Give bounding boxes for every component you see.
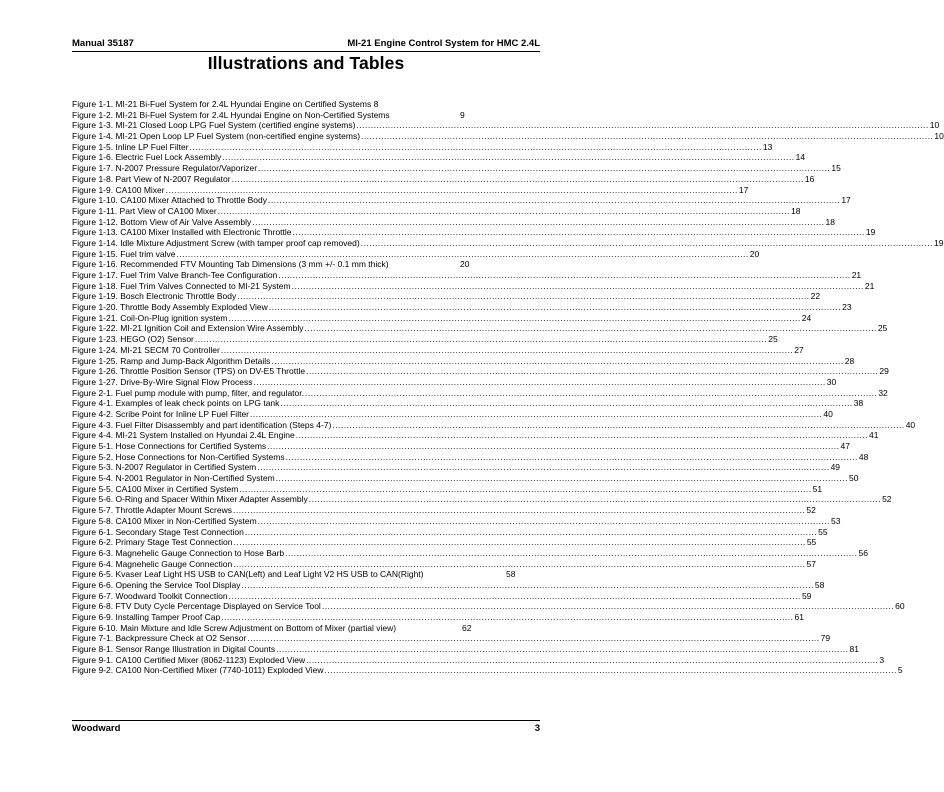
figure-caption: Figure 6-7. Woodward Toolkit Connection	[72, 590, 228, 601]
list-item[interactable]	[72, 654, 885, 666]
dot-leader: ........................................................................................................................................................................................................	[176, 248, 749, 259]
dot-leader: ........................................................................................................................................................................................................	[233, 537, 806, 548]
dot-leader: ........................................................................................................................................................................................................	[306, 654, 879, 665]
list-item[interactable]	[72, 131, 944, 142]
figure-caption: Figure 7-1. Backpressure Check at O2 Sensor	[72, 633, 247, 644]
figure-caption: Figure 1-13. CA100 Mixer Installed with Electronic Throttle	[72, 227, 292, 238]
figure-page-number: 20	[749, 248, 760, 259]
manual-title: MI-21 Engine Control System for HMC 2.4L	[347, 38, 540, 49]
dot-leader: ........................................................................................................................................................................................................	[304, 387, 878, 398]
dot-leader: ........................................................................................................................................................................................................	[217, 205, 791, 216]
list-item[interactable]	[72, 141, 773, 153]
figure-page-number: 21	[851, 270, 862, 280]
list-item[interactable]	[72, 579, 825, 591]
dot-leader: ........................................................................................................................................................................................................	[237, 291, 810, 302]
figure-page-number: 58	[506, 569, 516, 580]
figure-page-number: 81	[849, 644, 859, 655]
figure-page-number: 25	[877, 323, 888, 334]
list-item[interactable]	[72, 408, 833, 420]
list-item[interactable]	[72, 237, 944, 249]
list-item[interactable]	[72, 623, 542, 634]
figure-page-number: 40	[905, 419, 916, 430]
list-item[interactable]	[72, 419, 916, 431]
list-item[interactable]	[72, 334, 778, 345]
dot-leader: ........................................................................................................................................................................................................	[231, 173, 804, 184]
figure-caption: Figure 6-4. Magnehelic Gauge Connection	[72, 558, 233, 569]
dot-leader: ........................................................................................................................................................................................................	[194, 334, 768, 345]
dot-leader: ........................................................................................................................................................................................................	[258, 163, 831, 174]
list-item[interactable]	[72, 280, 875, 292]
dot-leader: ........................................................................................................................................................................................................	[356, 120, 929, 131]
figure-caption: Figure 4-3. Fuel Filter Disassembly and part identification (Steps 4-7)	[72, 419, 332, 430]
figure-caption: Figure 1-18. Fuel Trim Valves Connected to MI-21 System	[72, 280, 291, 291]
figure-page-number: 58	[814, 579, 825, 590]
dot-leader: ........................................................................................................................................................................................................	[304, 323, 877, 334]
figure-page-number: 18	[825, 216, 836, 227]
figure-page-number: 52	[806, 505, 816, 516]
figure-page-number: 61	[794, 612, 804, 622]
figure-page-number: 21	[864, 280, 875, 291]
figure-page-number: 8	[373, 99, 379, 109]
dot-leader: ........................................................................................................................................................................................................	[257, 515, 831, 526]
figure-page-number: 10	[934, 131, 944, 142]
figure-page-number: 41	[869, 430, 879, 441]
dot-leader: ........................................................................................................................................................................................................	[280, 398, 853, 409]
figure-page-number: 22	[810, 291, 821, 302]
list-item[interactable]	[72, 99, 542, 110]
figure-page-number: 16	[804, 173, 815, 184]
figure-caption: Figure 6-10. Main Mixture and Idle Screw Adjustment on Bottom of Mixer (partial view)	[72, 622, 397, 633]
list-item[interactable]	[72, 152, 806, 163]
figure-page-number: 30	[826, 376, 837, 387]
figure-caption: Figure 1-15. Fuel trim valve	[72, 248, 176, 259]
figure-caption: Figure 5-1. Hose Connections for Certified Systems	[72, 441, 267, 451]
dot-leader: ........................................................................................................................................................................................................	[250, 408, 823, 419]
figure-caption: Figure 1-21. Coil-On-Plug ignition system	[72, 312, 228, 323]
dot-leader: ........................................................................................................................................................................................................	[268, 302, 842, 313]
list-item[interactable]	[72, 387, 888, 399]
list-item[interactable]	[72, 633, 831, 644]
list-item[interactable]	[72, 173, 815, 185]
dot-leader: ........................................................................................................................................................................................................	[275, 473, 848, 484]
figure-caption: Figure 2-1. Fuel pump module with pump, filter, and regulator.	[72, 387, 304, 398]
figure-page-number: 17	[738, 184, 749, 195]
figure-caption: Figure 6-6. Opening the Service Tool Display	[72, 579, 241, 590]
list-item[interactable]	[72, 547, 868, 559]
figure-caption: Figure 1-25. Ramp and Jump-Back Algorithm Details	[72, 355, 271, 366]
dot-leader: ........................................................................................................................................................................................................	[292, 227, 865, 238]
dot-leader: ........................................................................................................................................................................................................	[244, 526, 818, 537]
figure-page-number: 14	[795, 152, 806, 163]
figure-page-number: 5	[897, 665, 903, 676]
list-item[interactable]	[72, 259, 542, 270]
figure-caption: Figure 1-22. MI-21 Ignition Coil and Extension Wire Assembly	[72, 323, 304, 334]
list-item[interactable]	[72, 644, 859, 655]
dot-leader: ........................................................................................................................................................................................................	[241, 579, 814, 590]
list-item[interactable]	[72, 163, 841, 174]
figure-caption: Figure 1-20. Throttle Body Assembly Exploded View	[72, 302, 268, 313]
figure-page-number: 40	[823, 408, 833, 419]
dot-leader: ........................................................................................................................................................................................................	[233, 505, 806, 516]
list-item[interactable]	[72, 494, 892, 505]
list-item[interactable]	[72, 430, 879, 441]
figure-caption: Figure 9-1. CA100 Certified Mixer (8062-1123) Exploded View	[72, 654, 306, 665]
list-item[interactable]	[72, 227, 876, 238]
figure-caption: Figure 6-3. Magnehelic Gauge Connection to Hose Barb	[72, 547, 285, 558]
dot-leader: ........................................................................................................................................................................................................	[165, 184, 738, 195]
list-item[interactable]	[72, 120, 940, 131]
figure-page-number: 55	[818, 526, 828, 537]
figure-page-number: 19	[934, 237, 944, 248]
figure-page-number: 15	[831, 163, 841, 174]
figure-page-number: 56	[858, 547, 868, 558]
figure-caption: Figure 1-1. MI-21 Bi-Fuel System for 2.4L Hyundai Engine on Certified Systems	[72, 99, 372, 109]
dot-leader: ........................................................................................................................................................................................................	[267, 195, 841, 206]
list-item[interactable]	[72, 505, 816, 516]
list-item[interactable]	[72, 441, 850, 452]
figure-caption: Figure 1-4. MI-21 Open Loop LP Fuel System (non-certified engine systems)	[72, 131, 361, 142]
dot-leader: ........................................................................................................................................................................................................	[220, 344, 794, 355]
figure-page-number: 52	[882, 494, 892, 505]
figure-page-number: 60	[895, 601, 905, 612]
figure-caption: Figure 1-10. CA100 Mixer Attached to Throttle Body	[72, 195, 267, 206]
list-item[interactable]	[72, 344, 804, 356]
figure-page-number: 51	[812, 483, 823, 494]
figure-caption: Figure 1-19. Bosch Electronic Throttle Body	[72, 291, 237, 302]
dot-leader: ........................................................................................................................................................................................................	[222, 152, 795, 163]
dot-leader: ........................................................................................................................................................................................................	[233, 558, 806, 569]
figure-caption: Figure 4-1. Examples of leak check points on LPG tank	[72, 398, 280, 409]
list-item[interactable]	[72, 216, 836, 228]
list-item[interactable]	[72, 195, 851, 206]
figure-page-number: 10	[929, 120, 940, 131]
list-item[interactable]	[72, 612, 804, 623]
dot-leader: ........................................................................................................................................................................................................	[253, 376, 826, 387]
figure-caption: Figure 1-7. N-2007 Pressure Regulator/Vaporizer	[72, 163, 258, 174]
figure-caption: Figure 6-8. FTV Duty Cycle Percentage Displayed on Service Tool	[72, 601, 321, 612]
figure-caption: Figure 1-3. MI-21 Closed Loop LPG Fuel System (certified engine systems)	[72, 120, 356, 131]
list-item[interactable]	[72, 270, 862, 281]
figure-caption: Figure 1-27. Drive-By-Wire Signal Flow Process	[72, 376, 253, 387]
figure-page-number: 9	[460, 109, 465, 120]
dot-leader: ........................................................................................................................................................................................................	[221, 612, 794, 622]
dot-leader: ........................................................................................................................................................................................................	[285, 547, 858, 558]
page-title: Illustrations and Tables	[207, 53, 405, 73]
list-item[interactable]	[72, 312, 812, 324]
list-item[interactable]	[72, 376, 837, 388]
figure-page-number: 32	[878, 387, 888, 398]
list-item[interactable]	[72, 473, 859, 484]
figure-caption: Figure 1-12. Bottom View of Air Valve Assembly	[72, 216, 252, 227]
figure-page-number: 3	[879, 654, 885, 665]
figure-page-number: 28	[844, 355, 855, 366]
figure-caption: Figure 4-4. MI-21 System Installed on Hyundai 2.4L Engine	[72, 430, 295, 441]
list-item[interactable]	[72, 601, 905, 612]
figure-page-number: 59	[801, 590, 812, 601]
list-item[interactable]	[72, 483, 823, 495]
dot-leader: ........................................................................................................................................................................................................	[252, 216, 825, 227]
dot-leader: ........................................................................................................................................................................................................	[228, 312, 801, 323]
figure-page-number: 29	[879, 366, 889, 377]
dot-leader: ........................................................................................................................................................................................................	[324, 665, 897, 676]
list-item[interactable]	[72, 537, 817, 548]
figure-caption: Figure 5-6. O-Ring and Spacer Within Mixer Adapter Assembly	[72, 494, 308, 505]
figure-caption: Figure 6-2. Primary Stage Test Connection	[72, 537, 233, 548]
figure-caption: Figure 1-14. Idle Mixture Adjustment Screw (with tamper proof cap removed)	[72, 237, 360, 248]
list-item[interactable]	[72, 355, 855, 367]
page-number: 3	[534, 723, 540, 734]
list-item[interactable]	[72, 665, 903, 676]
figure-caption: Figure 4-2. Scribe Point for Inline LP Fuel Filter	[72, 408, 250, 419]
manual-number: Manual 35187	[72, 38, 134, 49]
figure-page-number: 53	[831, 515, 841, 526]
list-item[interactable]	[72, 451, 869, 463]
dot-leader: ........................................................................................................................................................................................................	[291, 280, 864, 291]
list-item[interactable]	[72, 248, 760, 260]
list-item[interactable]	[72, 205, 801, 217]
figure-page-number: 23	[842, 302, 852, 313]
list-item[interactable]	[72, 462, 841, 473]
list-item[interactable]	[72, 110, 542, 121]
list-item[interactable]	[72, 569, 542, 580]
figure-page-number: 27	[794, 344, 804, 355]
figure-page-number: 79	[820, 633, 831, 644]
figure-page-number: 55	[806, 537, 817, 548]
list-item[interactable]	[72, 590, 812, 602]
figure-page-number: 18	[791, 205, 801, 216]
figure-caption: Figure 1-2. MI-21 Bi-Fuel System for 2.4L Hyundai Engine on Non-Certified Systems	[72, 109, 390, 120]
dot-leader: ........................................................................................................................................................................................................	[295, 430, 869, 441]
figure-caption: Figure 1-8. Part View of N-2007 Regulator	[72, 173, 231, 184]
figure-caption: Figure 5-5. CA100 Mixer in Certified System	[72, 483, 239, 494]
dot-leader: ........................................................................................................................................................................................................	[306, 366, 879, 377]
dot-leader: ........................................................................................................................................................................................................	[361, 131, 934, 142]
list-item[interactable]	[72, 323, 888, 334]
dot-leader: ........................................................................................................................................................................................................	[360, 237, 934, 248]
dot-leader: ........................................................................................................................................................................................................	[285, 451, 858, 462]
figure-caption: Figure 6-5. Kvaser Leaf Light HS USB to CAN(Left) and Leaf Light V2 HS USB to CAN(Right)	[72, 569, 424, 580]
list-item[interactable]	[72, 366, 889, 377]
dot-leader: ........................................................................................................................................................................................................	[332, 419, 905, 430]
dot-leader: ........................................................................................................................................................................................................	[271, 355, 844, 366]
figure-page-number: 49	[830, 462, 841, 473]
figure-page-number: 17	[841, 195, 851, 206]
figure-caption: Figure 5-7. Throttle Adapter Mount Screws	[72, 505, 233, 516]
dot-leader: ........................................................................................................................................................................................................	[257, 462, 830, 473]
figure-page-number: 24	[801, 312, 812, 323]
list-item[interactable]	[72, 526, 828, 538]
figure-caption: Figure 1-9. CA100 Mixer	[72, 184, 165, 195]
figure-page-number: 25	[768, 334, 778, 345]
figure-caption: Figure 8-1. Sensor Range Illustration in Digital Counts	[72, 644, 276, 655]
dot-leader: ........................................................................................................................................................................................................	[321, 601, 895, 612]
figure-page-number: 20	[460, 259, 470, 270]
figure-page-number: 48	[858, 451, 869, 462]
figure-page-number: 50	[849, 473, 859, 484]
list-item[interactable]	[72, 398, 864, 409]
list-item[interactable]	[72, 558, 816, 570]
dot-leader: ........................................................................................................................................................................................................	[239, 483, 812, 494]
list-item[interactable]	[72, 184, 749, 196]
list-item[interactable]	[72, 291, 821, 302]
figure-caption: Figure 5-8. CA100 Mixer in Non-Certified System	[72, 515, 257, 526]
figure-caption: Figure 1-16. Recommended FTV Mounting Tab Dimensions (3 mm +/- 0.1 mm thick)	[72, 259, 389, 270]
figure-caption: Figure 1-17. Fuel Trim Valve Branch-Tee Configuration	[72, 270, 278, 280]
dot-leader: ........................................................................................................................................................................................................	[189, 141, 762, 152]
figure-caption: Figure 1-5. Inline LP Fuel Filter	[72, 141, 189, 152]
dot-leader: ........................................................................................................................................................................................................	[276, 644, 849, 655]
dot-leader: ........................................................................................................................................................................................................	[308, 494, 882, 505]
page-header	[72, 35, 540, 52]
figure-page-number: 13	[762, 141, 773, 152]
figure-caption: Figure 1-11. Part View of CA100 Mixer	[72, 205, 217, 216]
figure-caption: Figure 1-24. MI-21 SECM 70 Controller	[72, 344, 220, 355]
figure-caption: Figure 5-4. N-2001 Regulator in Non-Certified System	[72, 473, 275, 484]
dot-leader: ........................................................................................................................................................................................................	[278, 270, 851, 280]
figure-caption: Figure 9-2. CA100 Non-Certified Mixer (7740-1011) Exploded View	[72, 665, 324, 676]
figure-caption: Figure 5-3. N-2007 Regulator in Certified System	[72, 462, 257, 473]
dot-leader: ........................................................................................................................................................................................................	[267, 441, 840, 451]
dot-leader: ........................................................................................................................................................................................................	[228, 590, 801, 601]
figure-page-number: 38	[853, 398, 864, 409]
illustrations-list	[72, 99, 944, 676]
figure-caption: Figure 5-2. Hose Connections for Non-Certified Systems	[72, 451, 285, 462]
company-name: Woodward	[72, 723, 121, 734]
list-item[interactable]	[72, 515, 841, 527]
figure-caption: Figure 6-1. Secondary Stage Test Connection	[72, 526, 244, 537]
dot-leader: ........................................................................................................................................................................................................	[247, 633, 820, 644]
figure-page-number: 57	[806, 558, 816, 569]
page-footer	[72, 720, 540, 735]
figure-caption: Figure 1-26. Throttle Position Sensor (TPS) on DV-E5 Throttle	[72, 366, 306, 377]
figure-page-number: 47	[840, 441, 850, 451]
list-item[interactable]	[72, 302, 852, 313]
figure-page-number: 19	[865, 227, 876, 238]
figure-caption: Figure 6-9. Installing Tamper Proof Cap	[72, 612, 221, 622]
figure-caption: Figure 1-6. Electric Fuel Lock Assembly	[72, 152, 222, 163]
figure-caption: Figure 1-23. HEGO (O2) Sensor	[72, 334, 194, 345]
figure-page-number: 62	[462, 622, 472, 633]
